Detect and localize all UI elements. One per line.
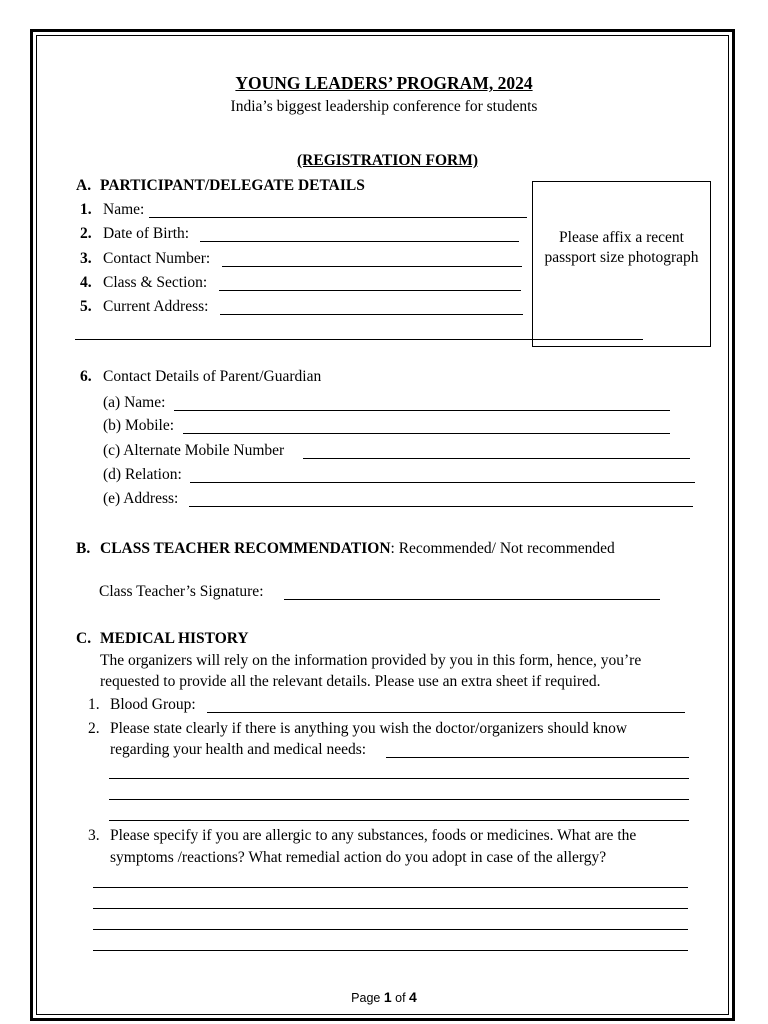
medical-needs-line1: Please state clearly if there is anything you wish the doctor/organizers should know — [110, 720, 628, 737]
current-address-label: Current Address: — [103, 298, 209, 315]
guardian-alt-mobile-input-line[interactable] — [303, 458, 690, 459]
contact-number-input-line[interactable] — [222, 266, 522, 267]
section-c-heading: MEDICAL HISTORY — [100, 630, 249, 647]
section-b-letter: B. — [76, 540, 91, 557]
medical-needs-input-line-3[interactable] — [109, 799, 689, 800]
recommendation-options: : Recommended/ Not recommended — [390, 540, 615, 557]
class-section-label: Class & Section: — [103, 274, 208, 291]
field-num: 5. — [80, 298, 92, 315]
section-a-letter: A. — [76, 177, 92, 194]
medical-needs-line2: regarding your health and medical needs: — [110, 741, 367, 758]
section-c-letter: C. — [76, 630, 92, 647]
guardian-address-input-line[interactable] — [189, 506, 693, 507]
medical-intro-line2: requested to provide all the relevant details. Please use an extra sheet if required. — [100, 673, 601, 690]
page-title: YOUNG LEADERS’ PROGRAM, 2024 — [235, 73, 533, 93]
guardian-name-input-line[interactable] — [174, 410, 670, 411]
guardian-relation-label: (d) Relation: — [103, 466, 182, 483]
field-num: 2. — [80, 225, 92, 242]
blood-group-input-line[interactable] — [207, 712, 685, 713]
teacher-signature-input-line[interactable] — [284, 599, 660, 600]
current-address-input-line[interactable] — [220, 314, 523, 315]
section-a-heading: PARTICIPANT/DELEGATE DETAILS — [100, 177, 365, 194]
name-label: Name: — [103, 201, 145, 218]
field-num: 3. — [80, 250, 92, 267]
medical-needs-input-line-4[interactable] — [109, 820, 689, 821]
contact-number-label: Contact Number: — [103, 250, 211, 267]
page-subtitle: India’s biggest leadership conference for students — [230, 98, 538, 115]
teacher-signature-label: Class Teacher’s Signature: — [99, 583, 264, 600]
blood-group-label: Blood Group: — [110, 696, 196, 713]
allergy-input-line-3[interactable] — [93, 929, 688, 930]
guardian-relation-input-line[interactable] — [190, 482, 695, 483]
allergy-input-line-2[interactable] — [93, 908, 688, 909]
q-num: 3. — [88, 827, 100, 844]
q-num: 1. — [88, 696, 100, 713]
guardian-name-label: (a) Name: — [103, 394, 166, 411]
of-word: of — [395, 991, 406, 1005]
allergy-question-line1: Please specify if you are allergic to any substances, foods or medicines. What are the — [110, 827, 637, 844]
medical-needs-input-line-2[interactable] — [109, 778, 689, 779]
guardian-address-label: (e) Address: — [103, 490, 179, 507]
form-label: (REGISTRATION FORM) — [297, 152, 478, 169]
medical-intro-line1: The organizers will rely on the information provided by you in this form, hence, you’re — [100, 652, 642, 669]
name-input-line[interactable] — [149, 217, 527, 218]
guardian-label: Contact Details of Parent/Guardian — [103, 368, 322, 385]
guardian-alt-mobile-label: (c) Alternate Mobile Number — [103, 442, 285, 459]
dob-input-line[interactable] — [200, 241, 519, 242]
section-b-heading-line — [100, 540, 615, 558]
allergy-question-line2: symptoms /reactions? What remedial action do you adopt in case of the allergy? — [110, 849, 607, 866]
field-num: 4. — [80, 274, 92, 291]
section-b-heading: CLASS TEACHER RECOMMENDATION — [100, 540, 391, 557]
photo-instruction: Please affix a recent passport size photograph — [544, 229, 699, 266]
field-num: 1. — [80, 201, 92, 218]
page-number-footer — [0, 989, 768, 1005]
medical-needs-input-line[interactable] — [386, 757, 689, 758]
q-num: 2. — [88, 720, 100, 737]
page-total: 4 — [409, 989, 417, 1005]
guardian-mobile-input-line[interactable] — [183, 433, 670, 434]
page-current: 1 — [383, 989, 392, 1005]
allergy-input-line-4[interactable] — [93, 950, 688, 951]
guardian-mobile-label: (b) Mobile: — [103, 417, 175, 434]
page-word: Page — [351, 991, 381, 1005]
field-num: 6. — [80, 368, 92, 385]
allergy-input-line[interactable] — [93, 887, 688, 888]
class-section-input-line[interactable] — [219, 290, 521, 291]
dob-label: Date of Birth: — [103, 225, 190, 242]
